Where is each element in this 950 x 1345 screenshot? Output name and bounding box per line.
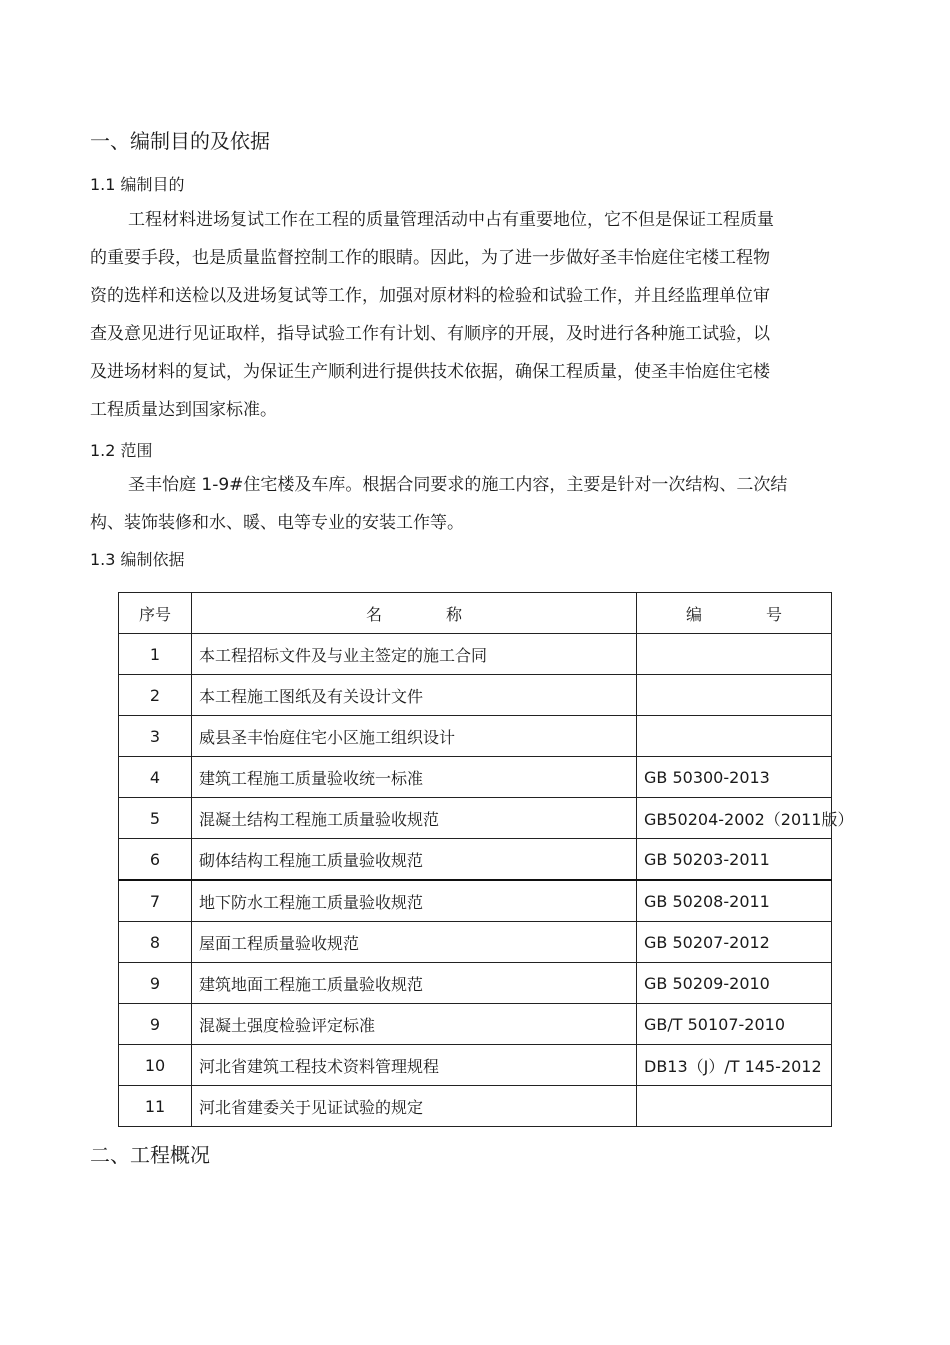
row-name: 砌体结构工程施工质量验收规范 [192, 839, 637, 881]
row-code [637, 675, 832, 716]
purpose-paragraph [90, 201, 820, 429]
table-row [119, 634, 832, 675]
row-code: GB/T 50107-2010 [637, 1004, 832, 1045]
paragraph-line: 工程材料进场复试工作在工程的质量管理活动中占有重要地位，它不但是保证工程质量 [128, 210, 774, 230]
row-number: 9 [119, 1004, 192, 1045]
basis-table [118, 592, 854, 1127]
paragraph-line: 的重要手段，也是质量监督控制工作的眼睛。因此，为了进一步做好圣丰怡庭住宅楼工程物 [90, 248, 770, 268]
row-name: 混凝土强度检验评定标准 [192, 1004, 637, 1045]
row-name: 河北省建委关于见证试验的规定 [192, 1086, 637, 1127]
table-row [119, 798, 832, 839]
row-code [637, 634, 832, 675]
row-number: 5 [119, 798, 192, 839]
row-code [637, 1086, 832, 1127]
subsection-1-1-heading: 1.1 编制目的 [90, 175, 185, 194]
row-number: 1 [119, 634, 192, 675]
paragraph-line: 构、装饰装修和水、暖、电等专业的安装工作等。 [90, 513, 464, 533]
table-row [119, 757, 832, 798]
section-1-title: 一、编制目的及依据 [90, 129, 270, 153]
table-row [119, 675, 832, 716]
header-name: 名 称 [192, 593, 637, 634]
row-name: 建筑地面工程施工质量验收规范 [192, 963, 637, 1004]
row-name: 屋面工程质量验收规范 [192, 922, 637, 963]
paragraph-line: 查及意见进行见证取样，指导试验工作有计划、有顺序的开展，及时进行各种施工试验，以 [90, 324, 770, 344]
row-number: 11 [119, 1086, 192, 1127]
scope-paragraph [90, 466, 820, 542]
row-number: 6 [119, 839, 192, 881]
table-row [119, 716, 832, 757]
row-number: 2 [119, 675, 192, 716]
table-row [119, 1004, 832, 1045]
row-number: 7 [119, 880, 192, 922]
row-name: 建筑工程施工质量验收统一标准 [192, 757, 637, 798]
paragraph-line: 圣丰怡庭 1-9#住宅楼及车库。根据合同要求的施工内容，主要是针对一次结构、二次结 [128, 475, 788, 495]
row-name: 威县圣丰怡庭住宅小区施工组织设计 [192, 716, 637, 757]
subsection-1-2-heading: 1.2 范围 [90, 441, 153, 460]
row-code: GB 50207-2012 [637, 922, 832, 963]
table-row [119, 1045, 832, 1086]
table-row [119, 963, 832, 1004]
row-name: 混凝土结构工程施工质量验收规范 [192, 798, 637, 839]
header-code: 编 号 [637, 593, 832, 634]
row-code [637, 716, 832, 757]
row-name: 本工程施工图纸及有关设计文件 [192, 675, 637, 716]
row-number: 9 [119, 963, 192, 1004]
row-name: 本工程招标文件及与业主签定的施工合同 [192, 634, 637, 675]
row-number: 10 [119, 1045, 192, 1086]
table-row [119, 880, 832, 922]
row-name: 地下防水工程施工质量验收规范 [192, 880, 637, 922]
row-code: GB50204-2002（2011版） [637, 798, 832, 839]
table-row [119, 1086, 832, 1127]
row-number: 3 [119, 716, 192, 757]
row-number: 8 [119, 922, 192, 963]
header-number: 序号 [119, 593, 192, 634]
paragraph-line: 及进场材料的复试，为保证生产顺利进行提供技术依据，确保工程质量，使圣丰怡庭住宅楼 [90, 362, 770, 382]
row-code: GB 50203-2011 [637, 839, 832, 881]
row-code: DB13（J）/T 145-2012 [637, 1045, 832, 1086]
paragraph-line: 工程质量达到国家标准。 [90, 400, 277, 420]
row-code: GB 50208-2011 [637, 880, 832, 922]
row-number: 4 [119, 757, 192, 798]
row-code: GB 50209-2010 [637, 963, 832, 1004]
table-header-row [119, 593, 832, 634]
subsection-1-3-heading: 1.3 编制依据 [90, 550, 185, 569]
paragraph-line: 资的选样和送检以及进场复试等工作，加强对原材料的检验和试验工作，并且经监理单位审 [90, 286, 770, 306]
row-code: GB 50300-2013 [637, 757, 832, 798]
row-name: 河北省建筑工程技术资料管理规程 [192, 1045, 637, 1086]
table-row [119, 839, 832, 881]
section-2-title: 二、工程概况 [90, 1143, 210, 1167]
table-row [119, 922, 832, 963]
